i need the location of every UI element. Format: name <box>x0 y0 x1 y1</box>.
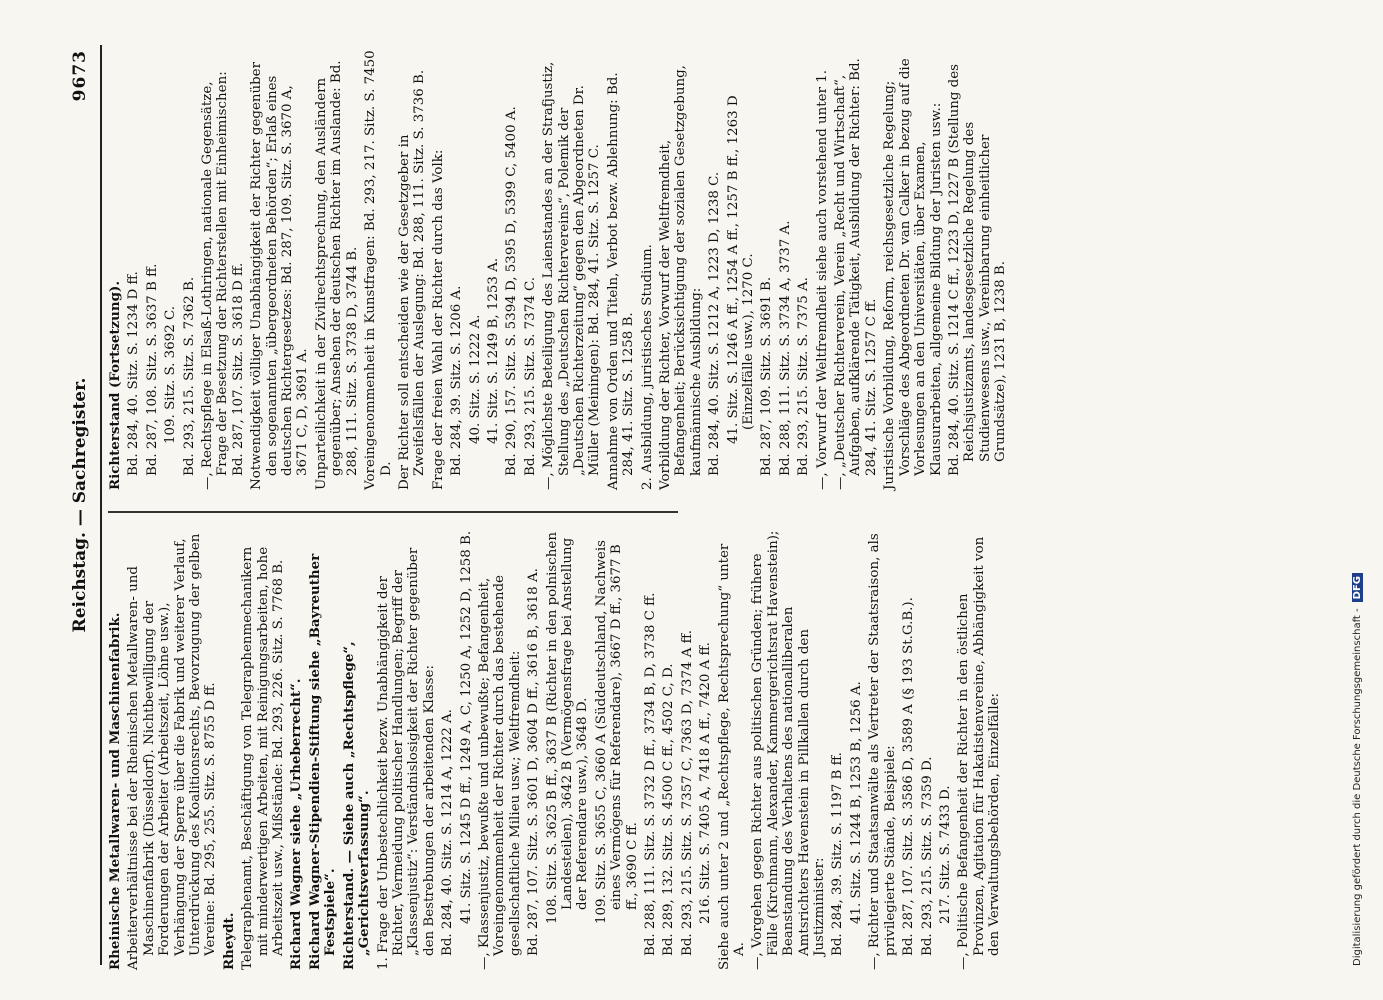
digitization-note <box>1352 6 1363 966</box>
entry-text: Unparteilichkeit in der Zivilrechtsprechung, den Ausländern gegenüber; Ansehen der deutschen Richter im Auslande: Bd. 288, 111. Sitz. S. 3738 D, 3744 B. <box>313 60 360 490</box>
entry-reference: Bd. 284, 39. Sitz. S. 1206 A. <box>449 285 465 476</box>
entry-text: —, Möglichste Beteiligung des Laienstandes an der Strafjustiz, Stellung des „Deutschen Richtervereins“, Polemik der „Deutschen Richterzeitung“ gegen den Abgeordneten Dr. Müller (Meiningen): Bd. 284, 41. Sitz. S. 1257 C. <box>541 61 603 490</box>
entry-reference: 217. Sitz. S. 7433 D. <box>937 785 953 924</box>
entry-reference: 216. Sitz. S. 7405 A, 7418 A ff., 7420 A ff. <box>698 642 714 924</box>
column-divider <box>108 511 678 513</box>
entry-reference: Bd. 293, 215. Sitz. S. 7357 C, 7363 D, 7374 A ff. <box>679 630 695 956</box>
entry-reference: Bd. 284, 40. Sitz. S. 1214 A, 1222 A. <box>440 709 456 956</box>
entry-reference: Bd. 287, 107. Sitz. S. 3586 D, 3589 A (§ 193 St.G.B.). <box>901 597 917 956</box>
entry-text: Annahme von Orden und Titeln, Verbot bezw. Ablehnung: Bd. 284, 41. Sitz. S. 1258 B. <box>605 72 637 490</box>
entry-reference: 109. Sitz. S. 3655 C, 3660 A (Süddeutschland, Nachweis eines Vermögens für Referendare), 3667 D ff., 3677 B ff., 3690 C ff. <box>593 540 640 924</box>
entry-text: —, Vorgehen gegen Richter aus politischen Gründen; frühere Fälle (Kirchmann, Alexander, Kammergerichtsrat Havenstein); Beanstandung des Verhaltens des nationalliberalen Amtsrichters Havenstein in Pillkallen durch den Justizminister: <box>750 530 828 970</box>
entry-reference: Bd. 290, 157. Sitz. S. 5394 D, 5395 D, 5399 C, 5400 A. <box>504 106 520 476</box>
entry-reference: 41. Sitz. S. 1249 B, 1253 A. <box>485 257 501 444</box>
entry-heading: Rheydt. <box>220 912 237 970</box>
entry-text: 2. Ausbildung, juristisches Studium. <box>639 244 655 490</box>
entry-heading: Richterstand. — Siehe auch „Rechtspflege“, „Gerichtsverfassung“. <box>340 641 373 970</box>
entry-heading: Rheinische Metallwaren- und Maschinenfabrik. <box>107 612 123 970</box>
entry-heading: Richard Wagner siehe „Urheberrecht“. <box>288 678 305 970</box>
entry-text: —, Politische Befangenheit der Richter in den östlichen Provinzen, Agitation für Hakatistenvereine, Abhängigkeit von den Verwaltungsbehörden, Einzelfälle: <box>956 536 1003 970</box>
running-head: Reichstag. — Sachregister. <box>70 377 90 633</box>
dfg-logo: DFG <box>1352 573 1363 602</box>
entry-reference: Bd. 284, 40. Sitz. S. 1214 C ff., 1223 D, 1227 B (Stellung des Reichsjustizamts, landesgesetzliche Regelung des Studienwesens usw., Vereinbarung einheitlicher Grundsätze), 1231 B, 1238 B. <box>946 63 1009 476</box>
entry-reference: Bd. 284, 39. Sitz. S. 1197 B ff. <box>830 752 846 956</box>
entry-reference: Bd. 289, 132. Sitz. S. 4500 C ff., 4502 C, D. <box>661 663 677 956</box>
entry-heading: Richard Wagner-Stipendien-Stiftung siehe „Bayreuther Festspiele“. <box>306 553 339 970</box>
entry-text: Frage der freien Wahl der Richter durch das Volk: <box>430 149 446 490</box>
entry-reference: Bd. 293, 215. Sitz. S. 7362 B. <box>181 276 197 476</box>
entry-text: —, Vorwurf der Weltfremdheit siehe auch vorstehend unter 1. <box>814 69 830 490</box>
entry-reference: 40. Sitz. S. 1222 A. <box>467 314 483 444</box>
entry-text: Voreingenommenheit in Kunstfragen: Bd. 293, 217. Sitz. S. 7450 D. <box>363 50 394 490</box>
entry-reference: Bd. 287, 109. Sitz. S. 3691 B. <box>759 276 775 476</box>
entry-text: Vorbildung der Richter, Vorwurf der Weltfremdheit, Befangenheit; Berücksichtigung der sozialen Gesetzgebung, kaufmännische Ausbildung: <box>658 65 704 490</box>
entry-text: —, Klassenjustiz, bewußte und unbewußte; Befangenheit, Voreingenommenheit der Richter durch das bestehende gesellschaftliche Milieu usw.; Weltfremdheit: <box>476 575 523 970</box>
funding-note: Digitalisierung gefördert durch die Deutsche Forschungsgemeinschaft - <box>1352 608 1363 966</box>
entry-text: Der Richter soll entscheiden wie der Gesetzgeber in Zweifelsfällen der Auslegung: Bd. 288, 111. Sitz. S. 3736 B. <box>396 69 428 490</box>
left-column <box>108 530 1006 970</box>
entry-reference: Bd. 287, 108. Sitz. S. 3637 B ff. <box>144 263 160 476</box>
entry-text: —, Rechtspflege in Elsaß-Lothringen, nationale Gegensätze, Frage der Besetzung der Richterstellen mit Einheimischen: Bd. 287, 107. Sitz. S. 3618 D ff. <box>200 71 246 490</box>
entry-reference: 41. Sitz. S. 1244 B, 1253 B, 1256 A. <box>848 681 864 924</box>
entry-reference: 108. Sitz. S. 3625 B ff., 3637 B (Richter in den polnischen Landesteilen), 3642 B (Vermögensfrage bei Anstellung der Referendare usw.), 3648 D. <box>544 532 591 924</box>
entry-text: Siehe auch unter 2 und „Rechtspflege, Rechtsprechung“ unter A. <box>716 543 748 970</box>
entry-reference: Bd. 287, 107. Sitz. S. 3601 D, 3604 D ff., 3616 B, 3618 A. <box>526 568 542 956</box>
entry-text: Telegraphenamt, Beschäftigung von Telegraphenmechanikern mit minderwertigen Arbeiten, mit Reinigungsarbeiten, hohe Arbeitszeit usw., Mißstände: Bd. 293, 226. Sitz. S. 7768 B. <box>240 546 287 970</box>
entry-reference: Bd. 288, 111. Sitz. S. 3732 D ff., 3734 B, D, 3738 C ff. <box>643 592 658 956</box>
page-number: 9673 <box>70 50 90 102</box>
entry-reference: Bd. 284, 40. Sitz. S. 1234 D ff. <box>126 271 142 476</box>
right-column <box>108 50 1012 490</box>
entry-heading: Richterstand (Fortsetzung). <box>107 281 123 490</box>
entry-reference: 41. Sitz. S. 1245 D ff., 1249 A, C, 1250 A, 1252 D, 1258 B. <box>458 530 474 924</box>
entry-text: 1. Frage der Unbestechlichkeit bezw. Unabhängigkeit der Richter, Vermeidung politischer Handlungen; Begriff der „Klassenjustiz“: Verständnislosigkeit der Richter gegenüber den Bestrebungen der arbeitenden Klasse: <box>375 547 437 970</box>
entry-reference: Bd. 284, 40. Sitz. S. 1212 A, 1223 D, 1238 C. <box>707 171 723 476</box>
header-rule <box>100 45 102 965</box>
entry-text: Notwendigkeit völliger Unabhängigkeit der Richter gegenüber den sogenannten „übergeordneten Behörden“; Erlaß eines deutschen Richtergesetzes: Bd. 287, 109. Sitz. S. 3670 A, 3671 C, D, 3691 A. <box>249 61 311 490</box>
entry-reference: 109. Sitz. S. 3692 C. <box>163 305 179 444</box>
entry-reference: 41. Sitz. S. 1246 A ff., 1254 A ff., 1257 B ff., 1263 D (Einzelfälle usw.), 1270 C. <box>725 95 757 444</box>
entry-reference: Bd. 293, 215. Sitz. S. 7359 D. <box>919 756 935 956</box>
entry-reference: Bd. 293, 215. Sitz. S. 7375 A. <box>796 277 812 476</box>
entry-reference: Bd. 293, 215. Sitz. S. 7374 C. <box>522 276 538 476</box>
entry-text: —, „Deutscher Richterverein, Verein „Recht und Wirtschaft“, Aufgaben, aufklärende Tätigkeit, Ausbildung der Richter: Bd. 284, 41. Sitz. S. 1257 C ff. <box>833 58 879 490</box>
entry-text: Juristische Vorbildung, Reform, reichsgesetzliche Regelung; Vorschläge des Abgeordneten Dr. van Calker in bezug auf die Vorlesungen an den Universitäten, über Examen, Klausurarbeiten, allgemeine Bildung der Juristen usw.: <box>882 58 944 490</box>
entry-reference: Bd. 288, 111. Sitz. S. 3734 A, 3737 A. <box>777 220 793 476</box>
page-header <box>70 50 100 960</box>
entry-text: —, Richter und Staatsanwälte als Vertreter der Staatsraison, als privilegierte Stände, Beispiele: <box>867 533 898 970</box>
entry-text: Arbeiterverhältnisse bei der Rheinischen Metallwaren- und Maschinenfabrik (Düsseldorf). Nichtbewilligung der Forderungen der Arbeiter (Arbeitszeit, Löhne usw.), Verhängung der Sperre über die Fabrik und weiterer Verlauf, Unterdrückung des Koalitionsrechts, Bevorzugung der gelben Vereine: Bd. 295, 255. Sitz. S. 8755 D ff. <box>126 533 219 970</box>
